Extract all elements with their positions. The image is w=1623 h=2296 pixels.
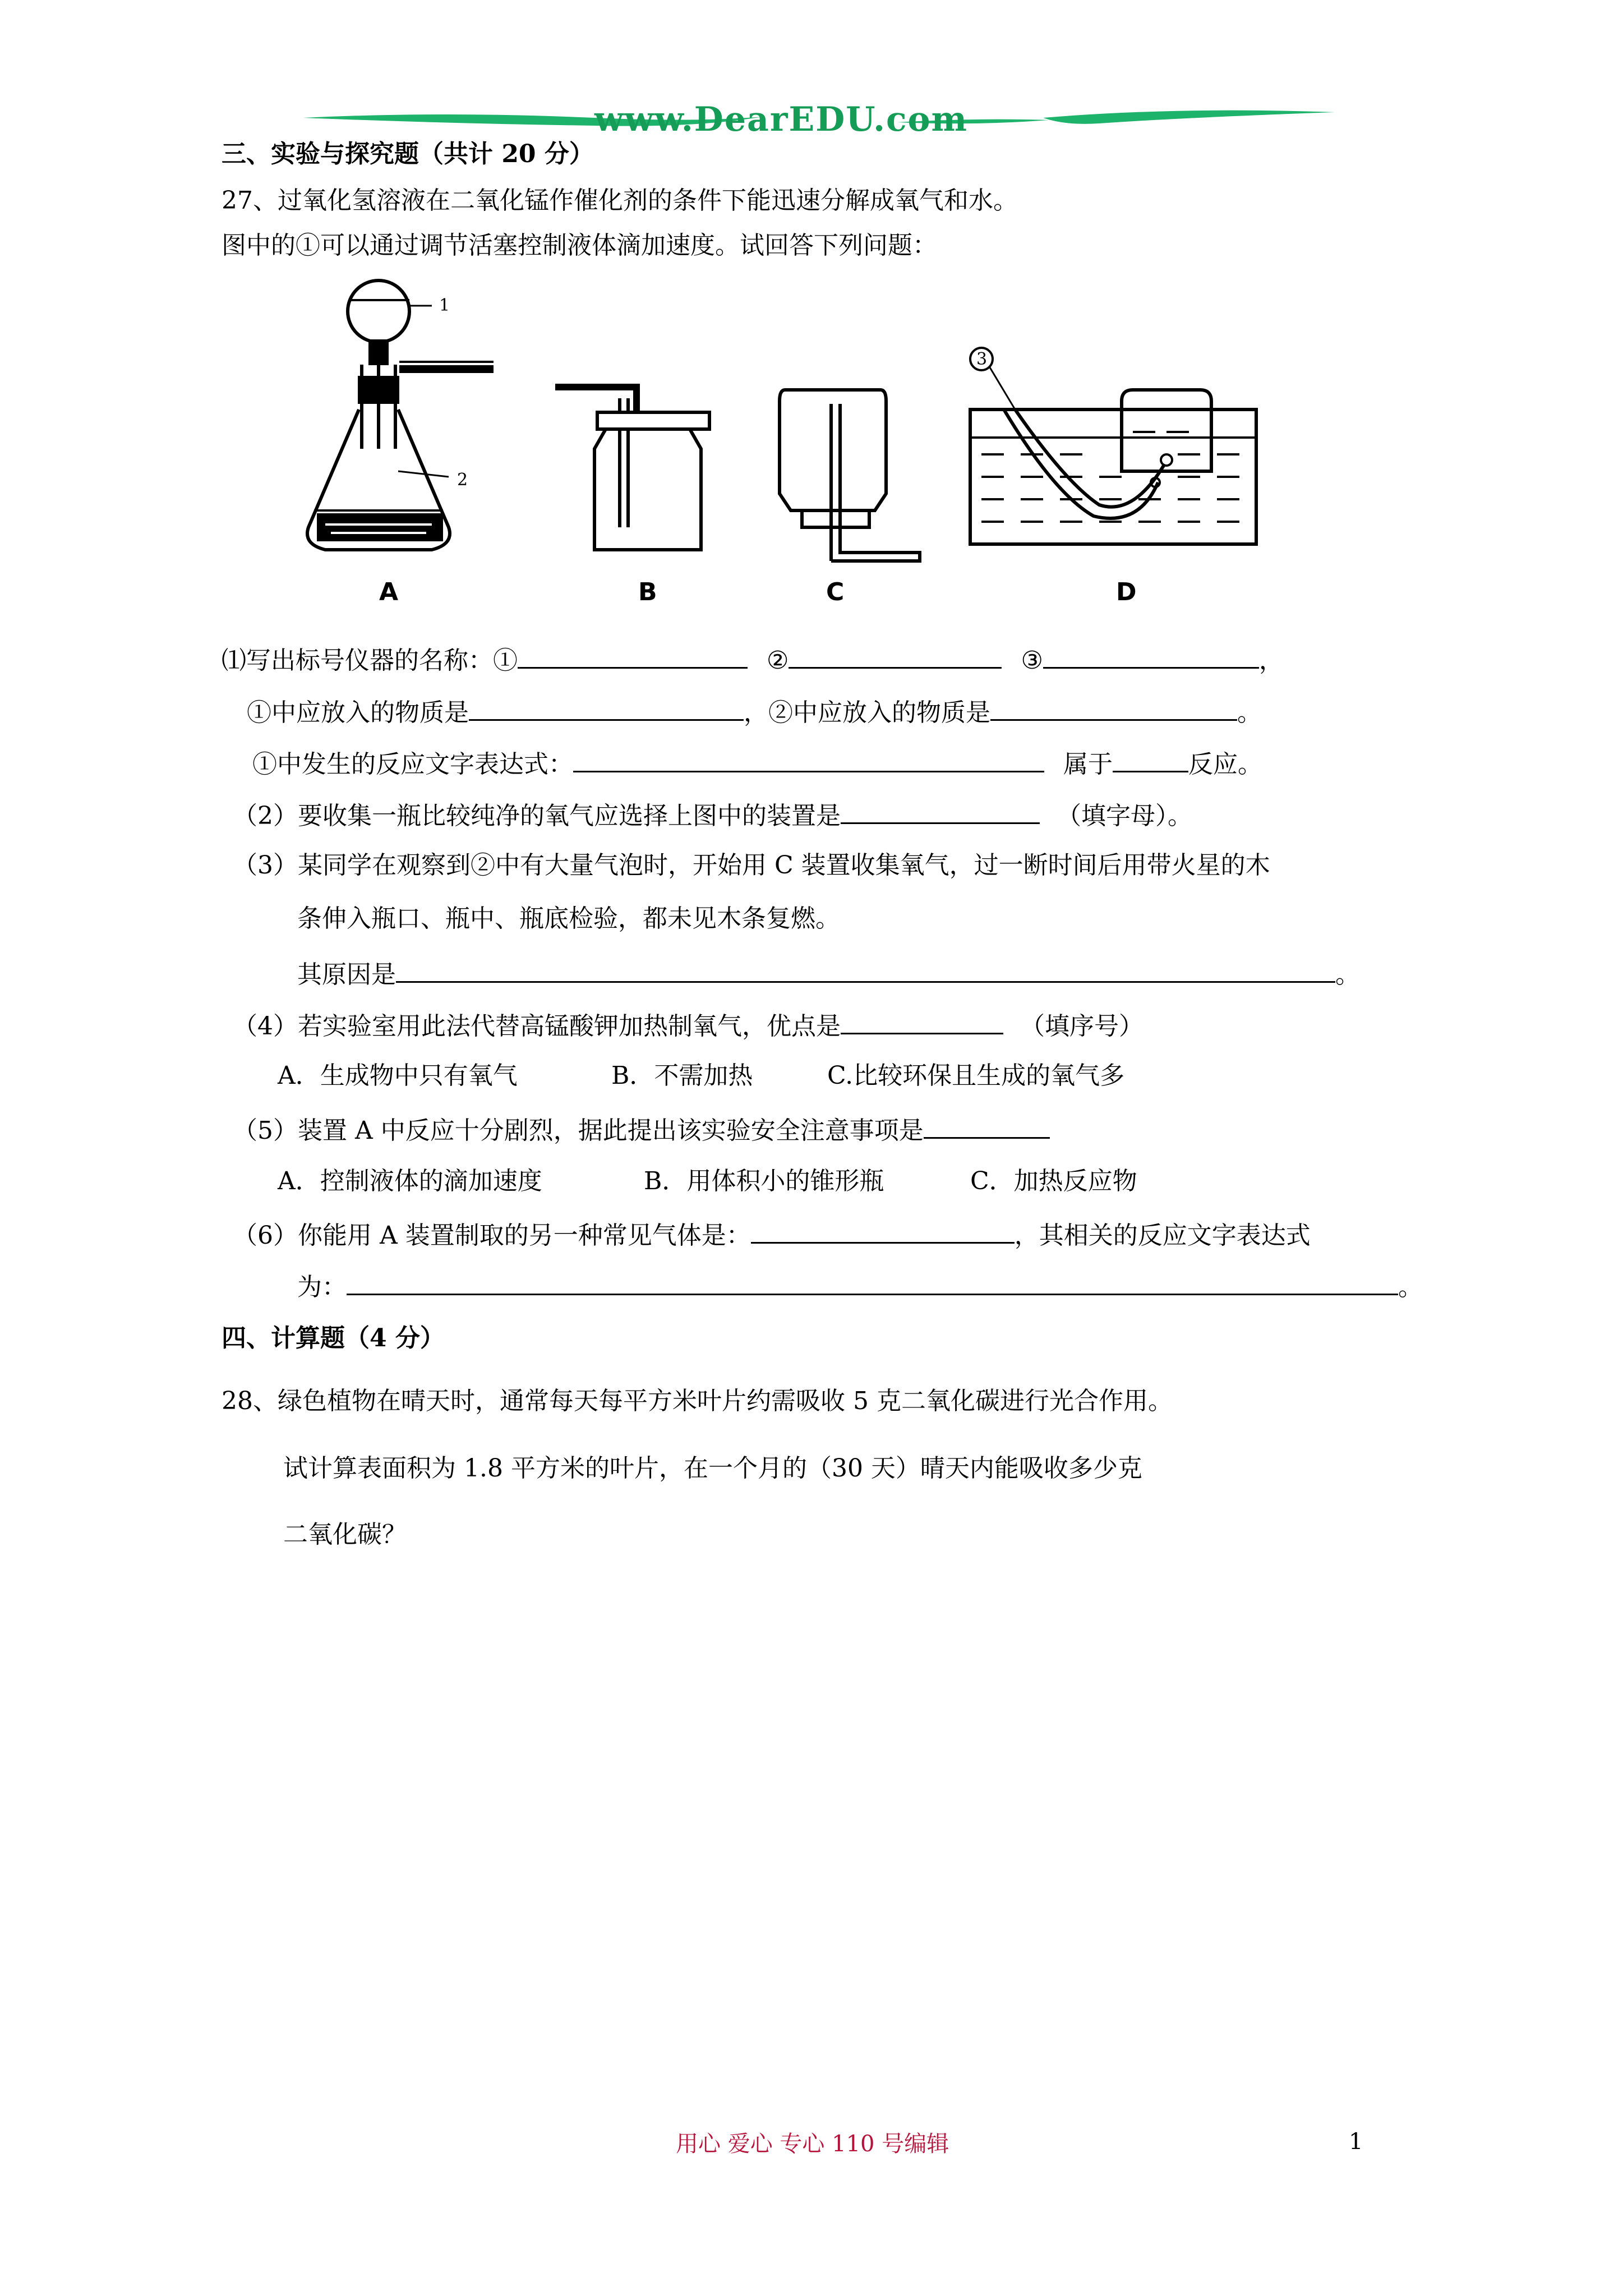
q27-p4-line — [233, 1008, 1144, 1042]
answer-blank-7[interactable] — [1113, 746, 1188, 772]
answer-blank-13[interactable] — [347, 1269, 1398, 1295]
q27-p1-line1 — [222, 642, 1284, 677]
q27-p6-line2-lead: 为： — [297, 1273, 347, 1301]
q27-p5-opt-b: B．用体积小的锥形瓶 — [644, 1167, 884, 1195]
q27-p4-opt-c: C.比较环保且生成的氧气多 — [827, 1061, 1125, 1090]
q27-p1-lead: ⑴写出标号仪器的名称：① — [222, 646, 518, 675]
q27-line2: 图中的①可以通过调节活塞控制液体滴加速度。试回答下列问题： — [222, 231, 937, 260]
figure-mark-3: 3 — [976, 349, 988, 369]
q27-p4-end: （填序号） — [1020, 1012, 1144, 1041]
q27-line1: 27、过氧化氢溶液在二氧化锰作催化剂的条件下能迅速分解成氧气和水。 — [222, 186, 1018, 215]
q28-line1: 28、绿色植物在晴天时，通常每天每平方米叶片约需吸收 5 克二氧化碳进行光合作用。 — [222, 1387, 1173, 1415]
figure-label-c: C — [826, 578, 845, 606]
q27-p3-line3-lead: 其原因是 — [297, 960, 396, 989]
answer-blank-4[interactable] — [469, 694, 744, 721]
q27-p3-line2: 条伸入瓶口、瓶中、瓶底检验，都未见木条复燃。 — [297, 904, 840, 933]
page-number: 1 — [1349, 2129, 1363, 2155]
answer-blank-8[interactable] — [841, 798, 1040, 824]
figure-label-d: D — [1116, 578, 1137, 606]
q27-p1-c-mid: 属于 — [1063, 750, 1113, 779]
q27-p4-opt-a: A．生成物中只有氧气 — [278, 1061, 518, 1090]
q27-p2-line — [233, 798, 1192, 832]
q27-p1-mark3: ③ — [1021, 646, 1043, 675]
q27-p1-comma: ， — [1258, 646, 1284, 675]
figure-label-b: B — [638, 578, 657, 606]
q27-p1-line2 — [247, 694, 1262, 729]
answer-blank-6[interactable] — [573, 746, 1044, 772]
header-logo-text: www.DearEDU.com — [594, 100, 969, 139]
q28-line3: 二氧化碳？ — [283, 1520, 407, 1549]
answer-blank-3[interactable] — [1043, 642, 1259, 669]
footer-text: 用心 爱心 专心 110 号编辑 — [676, 2131, 949, 2157]
q27-p1-c-end: 反应。 — [1188, 750, 1262, 779]
section3-title: 三、实验与探究题（共计 20 分） — [222, 140, 594, 168]
q27-p6-mid: ，其相关的反应文字表达式 — [1014, 1221, 1311, 1250]
q27-p3-line3-end: 。 — [1335, 960, 1360, 989]
answer-blank-1[interactable] — [518, 642, 748, 669]
q27-p5-opt-c: C．加热反应物 — [970, 1167, 1137, 1195]
answer-blank-9[interactable] — [396, 956, 1335, 983]
answer-blank-10[interactable] — [841, 1008, 1003, 1034]
q27-p1-b-mid: ，②中应放入的物质是 — [744, 698, 990, 727]
apparatus-figure — [292, 269, 1301, 617]
answer-blank-5[interactable] — [990, 694, 1237, 721]
q27-p1-mark2: ② — [767, 646, 789, 675]
q27-p6-line2-end: 。 — [1398, 1273, 1423, 1301]
apparatus-a — [307, 280, 494, 550]
apparatus-d — [970, 348, 1256, 544]
apparatus-c — [780, 390, 920, 561]
figure-mark-1: 1 — [439, 296, 450, 315]
answer-blank-11[interactable] — [924, 1112, 1050, 1139]
q27-p6-line2 — [297, 1269, 1423, 1303]
q27-p2-lead: （2）要收集一瓶比较纯净的氧气应选择上图中的装置是 — [233, 802, 841, 830]
q27-p1-line3 — [252, 746, 1262, 780]
q27-p4-opt-b: B．不需加热 — [611, 1061, 753, 1090]
q27-p5-lead: （5）装置 A 中反应十分剧烈，据此提出该实验安全注意事项是 — [233, 1116, 924, 1145]
q28-line2: 试计算表面积为 1.8 平方米的叶片，在一个月的（30 天）晴天内能吸收多少克 — [283, 1454, 1142, 1483]
q27-p5-line — [233, 1112, 1050, 1147]
answer-blank-12[interactable] — [751, 1217, 1015, 1244]
q27-p6-lead: （6）你能用 A 装置制取的另一种常见气体是： — [233, 1221, 751, 1250]
q27-p6-line1 — [233, 1217, 1311, 1251]
answer-blank-2[interactable] — [789, 642, 1002, 669]
q27-p1-b-end: 。 — [1237, 698, 1262, 727]
q27-p4-lead: （4）若实验室用此法代替高锰酸钾加热制氧气，优点是 — [233, 1012, 841, 1041]
figure-mark-2: 2 — [457, 470, 468, 490]
q27-p5-opt-a: A．控制液体的滴加速度 — [278, 1167, 542, 1195]
figure-label-a: A — [379, 578, 399, 606]
q27-p3-line1: （3）某同学在观察到②中有大量气泡时，开始用 C 装置收集氧气，过一断时间后用带火星的木 — [233, 851, 1270, 880]
q27-p2-end: （填字母）。 — [1057, 802, 1192, 830]
q27-p3-line3 — [297, 956, 1360, 991]
apparatus-b — [555, 387, 709, 550]
q27-p1-c-lead: ①中发生的反应文字表达式： — [252, 750, 573, 779]
section4-title: 四、计算题（4 分） — [222, 1324, 445, 1352]
q27-p1-b-lead: ①中应放入的物质是 — [247, 698, 469, 727]
